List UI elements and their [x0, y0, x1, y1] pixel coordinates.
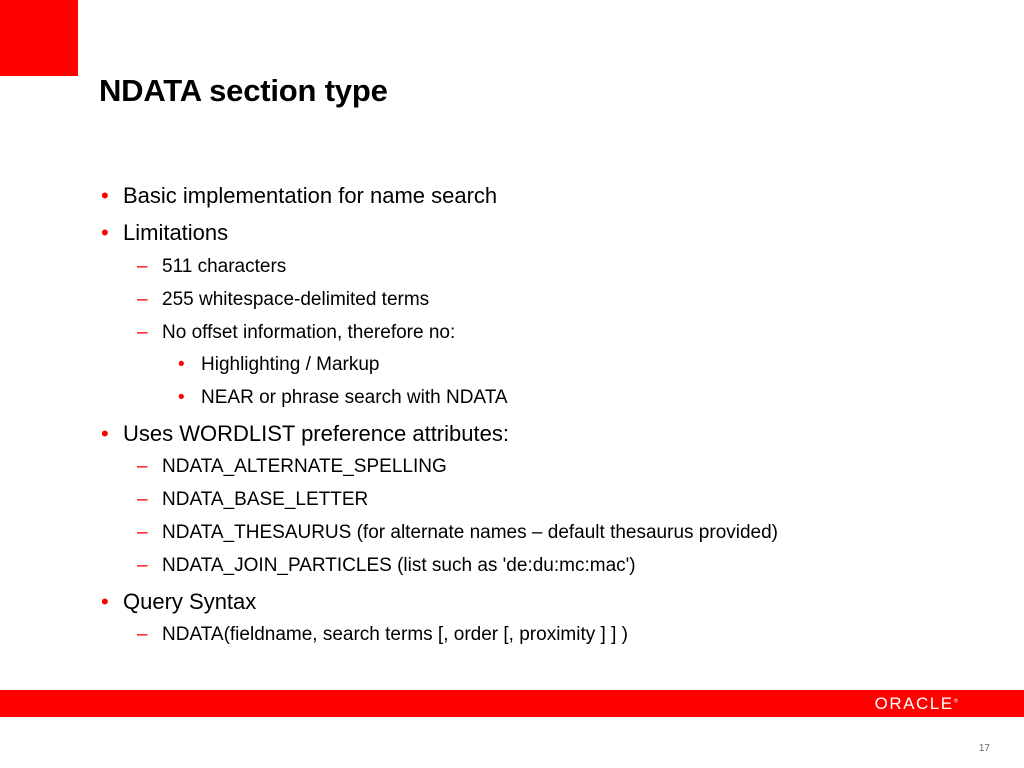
- dash-icon: –: [137, 322, 148, 343]
- sub-bullet-item: [137, 456, 447, 478]
- bullet-text: NDATA_JOIN_PARTICLES (list such as 'de:du:mc:mac'): [162, 555, 636, 576]
- sub-bullet-item: [137, 624, 628, 646]
- sub-bullet-item: [137, 522, 779, 544]
- sub-sub-bullet-item: [178, 354, 380, 376]
- bullet-item: [101, 220, 229, 246]
- bullet-text: Query Syntax: [123, 589, 257, 614]
- bullet-item: [101, 589, 257, 615]
- sub-bullet-item: [137, 289, 430, 311]
- slide-title: NDATA section type: [99, 73, 388, 108]
- logo-text: ORACLE: [874, 694, 954, 713]
- sub-bullet-item: [137, 489, 369, 511]
- bullet-dot-icon: •: [178, 387, 185, 408]
- dash-icon: –: [137, 522, 148, 543]
- bullet-text: NDATA_THESAURUS (for alternate names – default thesaurus provided): [162, 522, 779, 543]
- sub-bullet-item: [137, 256, 287, 278]
- bullet-text: No offset information, therefore no:: [162, 322, 456, 343]
- bullet-item: [101, 183, 498, 209]
- page-number: 17: [978, 743, 990, 754]
- dash-icon: –: [137, 456, 148, 477]
- bullet-dot-icon: •: [101, 589, 109, 614]
- bullet-text: Limitations: [123, 220, 229, 245]
- bullet-text: 255 whitespace-delimited terms: [162, 289, 430, 310]
- bullet-text: Basic implementation for name search: [123, 183, 498, 208]
- bullet-text: NDATA(fieldname, search terms [, order [, proximity ] ] ): [162, 624, 628, 645]
- dash-icon: –: [137, 555, 148, 576]
- dash-icon: –: [137, 624, 148, 645]
- sub-bullet-item: [137, 322, 456, 344]
- oracle-logo: [875, 695, 958, 714]
- dash-icon: –: [137, 256, 148, 277]
- bullet-dot-icon: •: [101, 421, 109, 446]
- bullet-dot-icon: •: [101, 183, 109, 208]
- registered-mark-icon: ®: [953, 698, 958, 705]
- sub-sub-bullet-item: [178, 387, 508, 409]
- bullet-text: Uses WORDLIST preference attributes:: [123, 421, 509, 446]
- bullet-dot-icon: •: [178, 354, 185, 375]
- sub-bullet-item: [137, 555, 636, 577]
- dash-icon: –: [137, 289, 148, 310]
- footer-bar: [0, 690, 1024, 717]
- brand-corner-square: [0, 0, 78, 76]
- bullet-dot-icon: •: [101, 220, 109, 245]
- bullet-text: Highlighting / Markup: [201, 354, 380, 375]
- dash-icon: –: [137, 489, 148, 510]
- bullet-text: NEAR or phrase search with NDATA: [201, 387, 508, 408]
- bullet-item: [101, 421, 509, 447]
- bullet-text: NDATA_BASE_LETTER: [162, 489, 369, 510]
- bullet-text: NDATA_ALTERNATE_SPELLING: [162, 456, 447, 477]
- bullet-text: 511 characters: [162, 256, 287, 277]
